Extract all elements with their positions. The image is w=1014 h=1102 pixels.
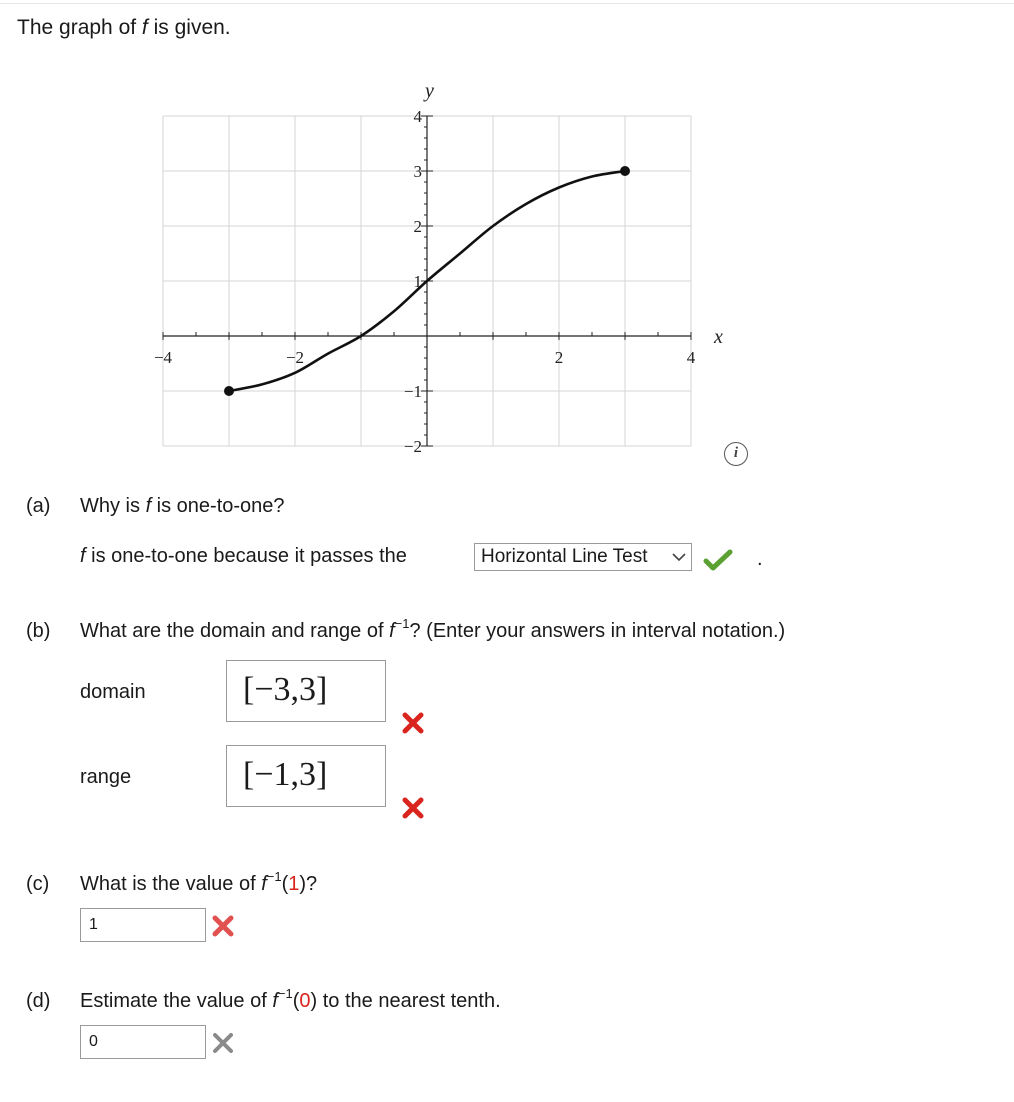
incorrect-x-icon xyxy=(211,1031,235,1055)
y-axis-label: y xyxy=(425,80,434,102)
part-a-label: (a) xyxy=(26,495,51,517)
x-tick-label: 2 xyxy=(554,348,564,367)
x-tick-label: −4 xyxy=(153,348,173,367)
one-to-one-test-select[interactable] xyxy=(474,543,692,571)
part-d-question: Estimate the value of $f^{-1}(0)$ to the nearest tenth. xyxy=(80,986,501,1012)
wrong-x-icon xyxy=(401,796,425,820)
y-tick-label: 3 xyxy=(413,162,422,181)
curve-endpoint xyxy=(224,386,234,396)
range-answer-value: [−1,3] xyxy=(243,756,328,793)
part-a-statement: f is one-to-one because it passes the xyxy=(80,545,407,567)
y-tick-label: −1 xyxy=(403,382,422,401)
x-axis-label: x xyxy=(714,326,723,348)
function-graph xyxy=(120,78,740,478)
part-c-answer-input[interactable]: 1 xyxy=(80,908,206,942)
part-d-answer-input[interactable]: 0 xyxy=(80,1025,206,1059)
select-value: Horizontal Line Test xyxy=(481,546,648,567)
wrong-x-icon xyxy=(401,711,425,735)
y-tick-label: −2 xyxy=(403,437,422,456)
x-tick-label: 4 xyxy=(686,348,696,367)
curve-endpoint xyxy=(620,166,630,176)
intro-text: The graph of f is given. xyxy=(17,16,231,39)
domain-label: domain xyxy=(80,681,146,703)
part-a-question: Why is f is one-to-one? xyxy=(80,495,285,517)
y-tick-label: 2 xyxy=(413,217,422,236)
correct-check-icon xyxy=(703,548,733,572)
part-b-question: What are the domain and range of $f^{-1}$? (Enter your answers in interval notation.) xyxy=(80,616,786,642)
x-tick-label: −2 xyxy=(285,348,305,367)
wrong-x-icon xyxy=(211,914,235,938)
range-answer-box[interactable] xyxy=(226,745,386,807)
part-b-label: (b) xyxy=(26,620,51,642)
chevron-down-icon xyxy=(671,544,687,578)
domain-answer-value: [−3,3] xyxy=(243,671,328,708)
y-tick-label: 1 xyxy=(413,272,422,291)
domain-answer-box[interactable] xyxy=(226,660,386,722)
part-c-question: What is the value of $f^{-1}(1)$? xyxy=(80,869,318,895)
info-icon[interactable]: i xyxy=(724,442,748,466)
y-tick-label: 4 xyxy=(413,107,422,126)
range-label: range xyxy=(80,766,132,788)
part-d-label: (d) xyxy=(26,990,51,1012)
part-c-label: (c) xyxy=(26,873,50,895)
sentence-period: . xyxy=(757,548,763,570)
top-divider xyxy=(0,3,1014,4)
